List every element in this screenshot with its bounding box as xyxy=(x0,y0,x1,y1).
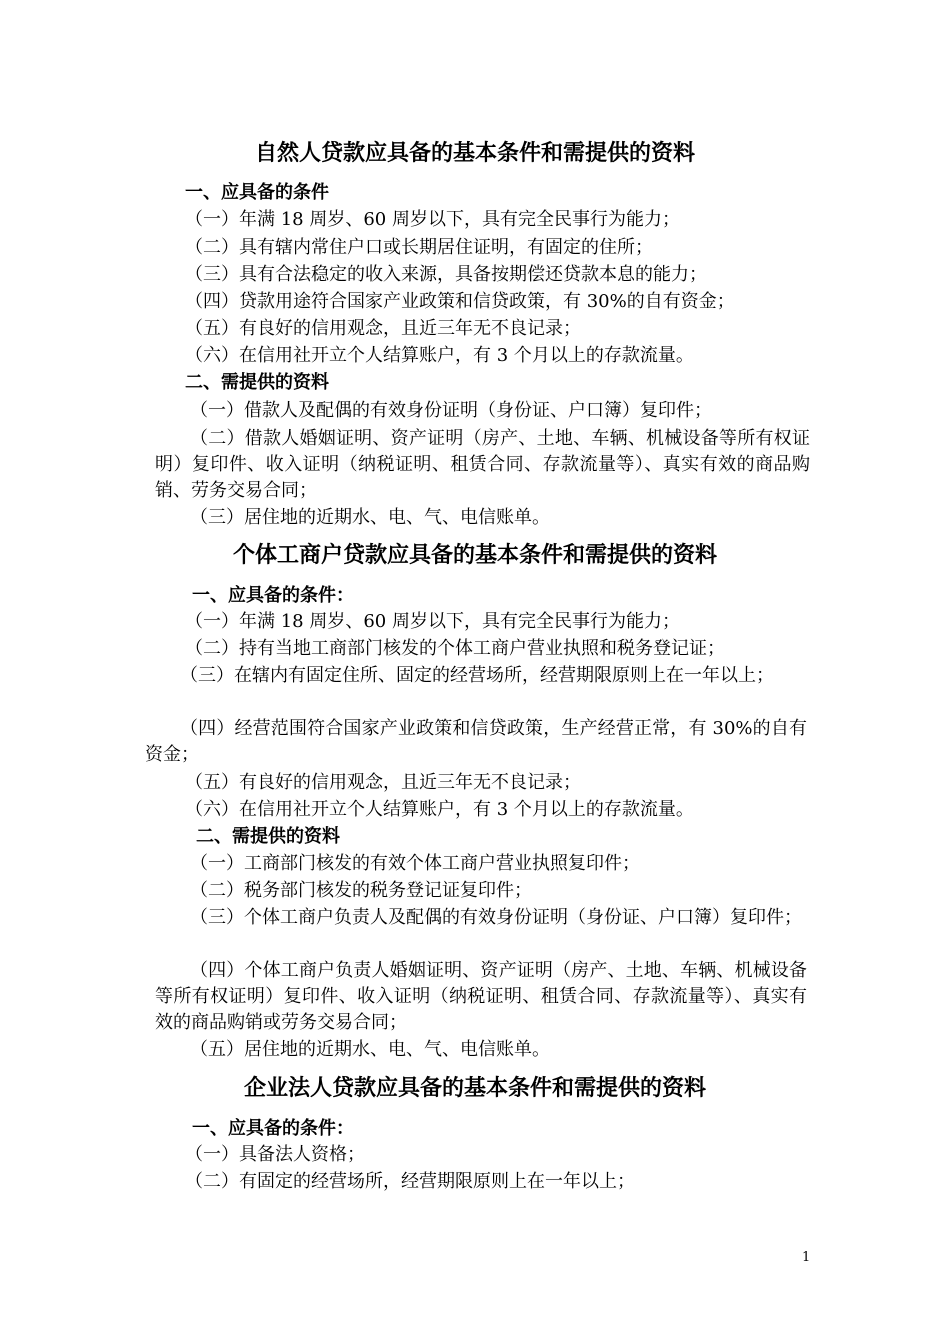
condition-item: （三）在辖内有固定住所、固定的经营场所，经营期限原则上在一年以上； xyxy=(180,665,774,686)
condition-item: （四）经营范围符合国家产业政策和信贷政策，生产经营正常，有 30%的自有资金； xyxy=(145,718,807,765)
material-item: （三）居住地的近期水、电、气、电信账单。 xyxy=(190,507,550,528)
condition-item: （五）有良好的信用观念，且近三年无不良记录； xyxy=(185,772,581,793)
materials-heading: 二、需提供的资料 xyxy=(196,826,340,847)
material-item: （二）税务部门核发的税务登记证复印件； xyxy=(190,880,532,901)
condition-item: （六）在信用社开立个人结算账户，有 3 个月以上的存款流量。 xyxy=(185,799,694,820)
material-item: （一）借款人及配偶的有效身份证明（身份证、户口簿）复印件； xyxy=(190,400,712,421)
conditions-heading: 一、应具备的条件： xyxy=(192,585,354,606)
condition-item: （五）有良好的信用观念，且近三年无不良记录； xyxy=(185,318,581,339)
material-item: （一）工商部门核发的有效个体工商户营业执照复印件； xyxy=(190,853,640,874)
conditions-heading: 一、应具备的条件： xyxy=(192,1118,354,1139)
section-title: 自然人贷款应具备的基本条件和需提供的资料 xyxy=(254,141,695,166)
material-item: （三）个体工商户负责人及配偶的有效身份证明（身份证、户口簿）复印件； xyxy=(190,907,802,928)
condition-item: （二）持有当地工商部门核发的个体工商户营业执照和税务登记证； xyxy=(185,638,725,659)
section-title: 个体工商户贷款应具备的基本条件和需提供的资料 xyxy=(232,543,717,568)
material-item: （二）借款人婚姻证明、资产证明（房产、土地、车辆、机械设备等所有权证明）复印件、收入证明（纳税证明、租赁合同、存款流量等）、真实有效的商品购销、劳务交易合同； xyxy=(155,428,810,501)
condition-item: （六）在信用社开立个人结算账户，有 3 个月以上的存款流量。 xyxy=(185,345,694,366)
materials-heading: 二、需提供的资料 xyxy=(185,372,329,393)
condition-item: （二）具有辖内常住户口或长期居住证明，有固定的住所； xyxy=(185,237,653,258)
condition-item: （二）有固定的经营场所，经营期限原则上在一年以上； xyxy=(185,1171,635,1192)
section-title: 企业法人贷款应具备的基本条件和需提供的资料 xyxy=(243,1076,706,1101)
material-item: （五）居住地的近期水、电、气、电信账单。 xyxy=(190,1039,550,1060)
material-item: （四）个体工商户负责人婚姻证明、资产证明（房产、土地、车辆、机械设备等所有权证明）复印件、收入证明（纳税证明、租赁合同、存款流量等）、真实有效的商品购销或劳务交易合同； xyxy=(155,960,807,1033)
page-number: 1 xyxy=(802,1250,811,1265)
conditions-heading: 一、应具备的条件 xyxy=(185,182,329,203)
condition-item: （一）具备法人资格； xyxy=(185,1144,365,1165)
condition-item: （三）具有合法稳定的收入来源，具备按期偿还贷款本息的能力； xyxy=(185,264,707,285)
condition-item: （四）贷款用途符合国家产业政策和信贷政策，有 30%的自有资金； xyxy=(185,291,735,312)
condition-item: （一）年满 18 周岁、60 周岁以下，具有完全民事行为能力； xyxy=(185,209,680,230)
condition-item: （一）年满 18 周岁、60 周岁以下，具有完全民事行为能力； xyxy=(185,611,680,632)
